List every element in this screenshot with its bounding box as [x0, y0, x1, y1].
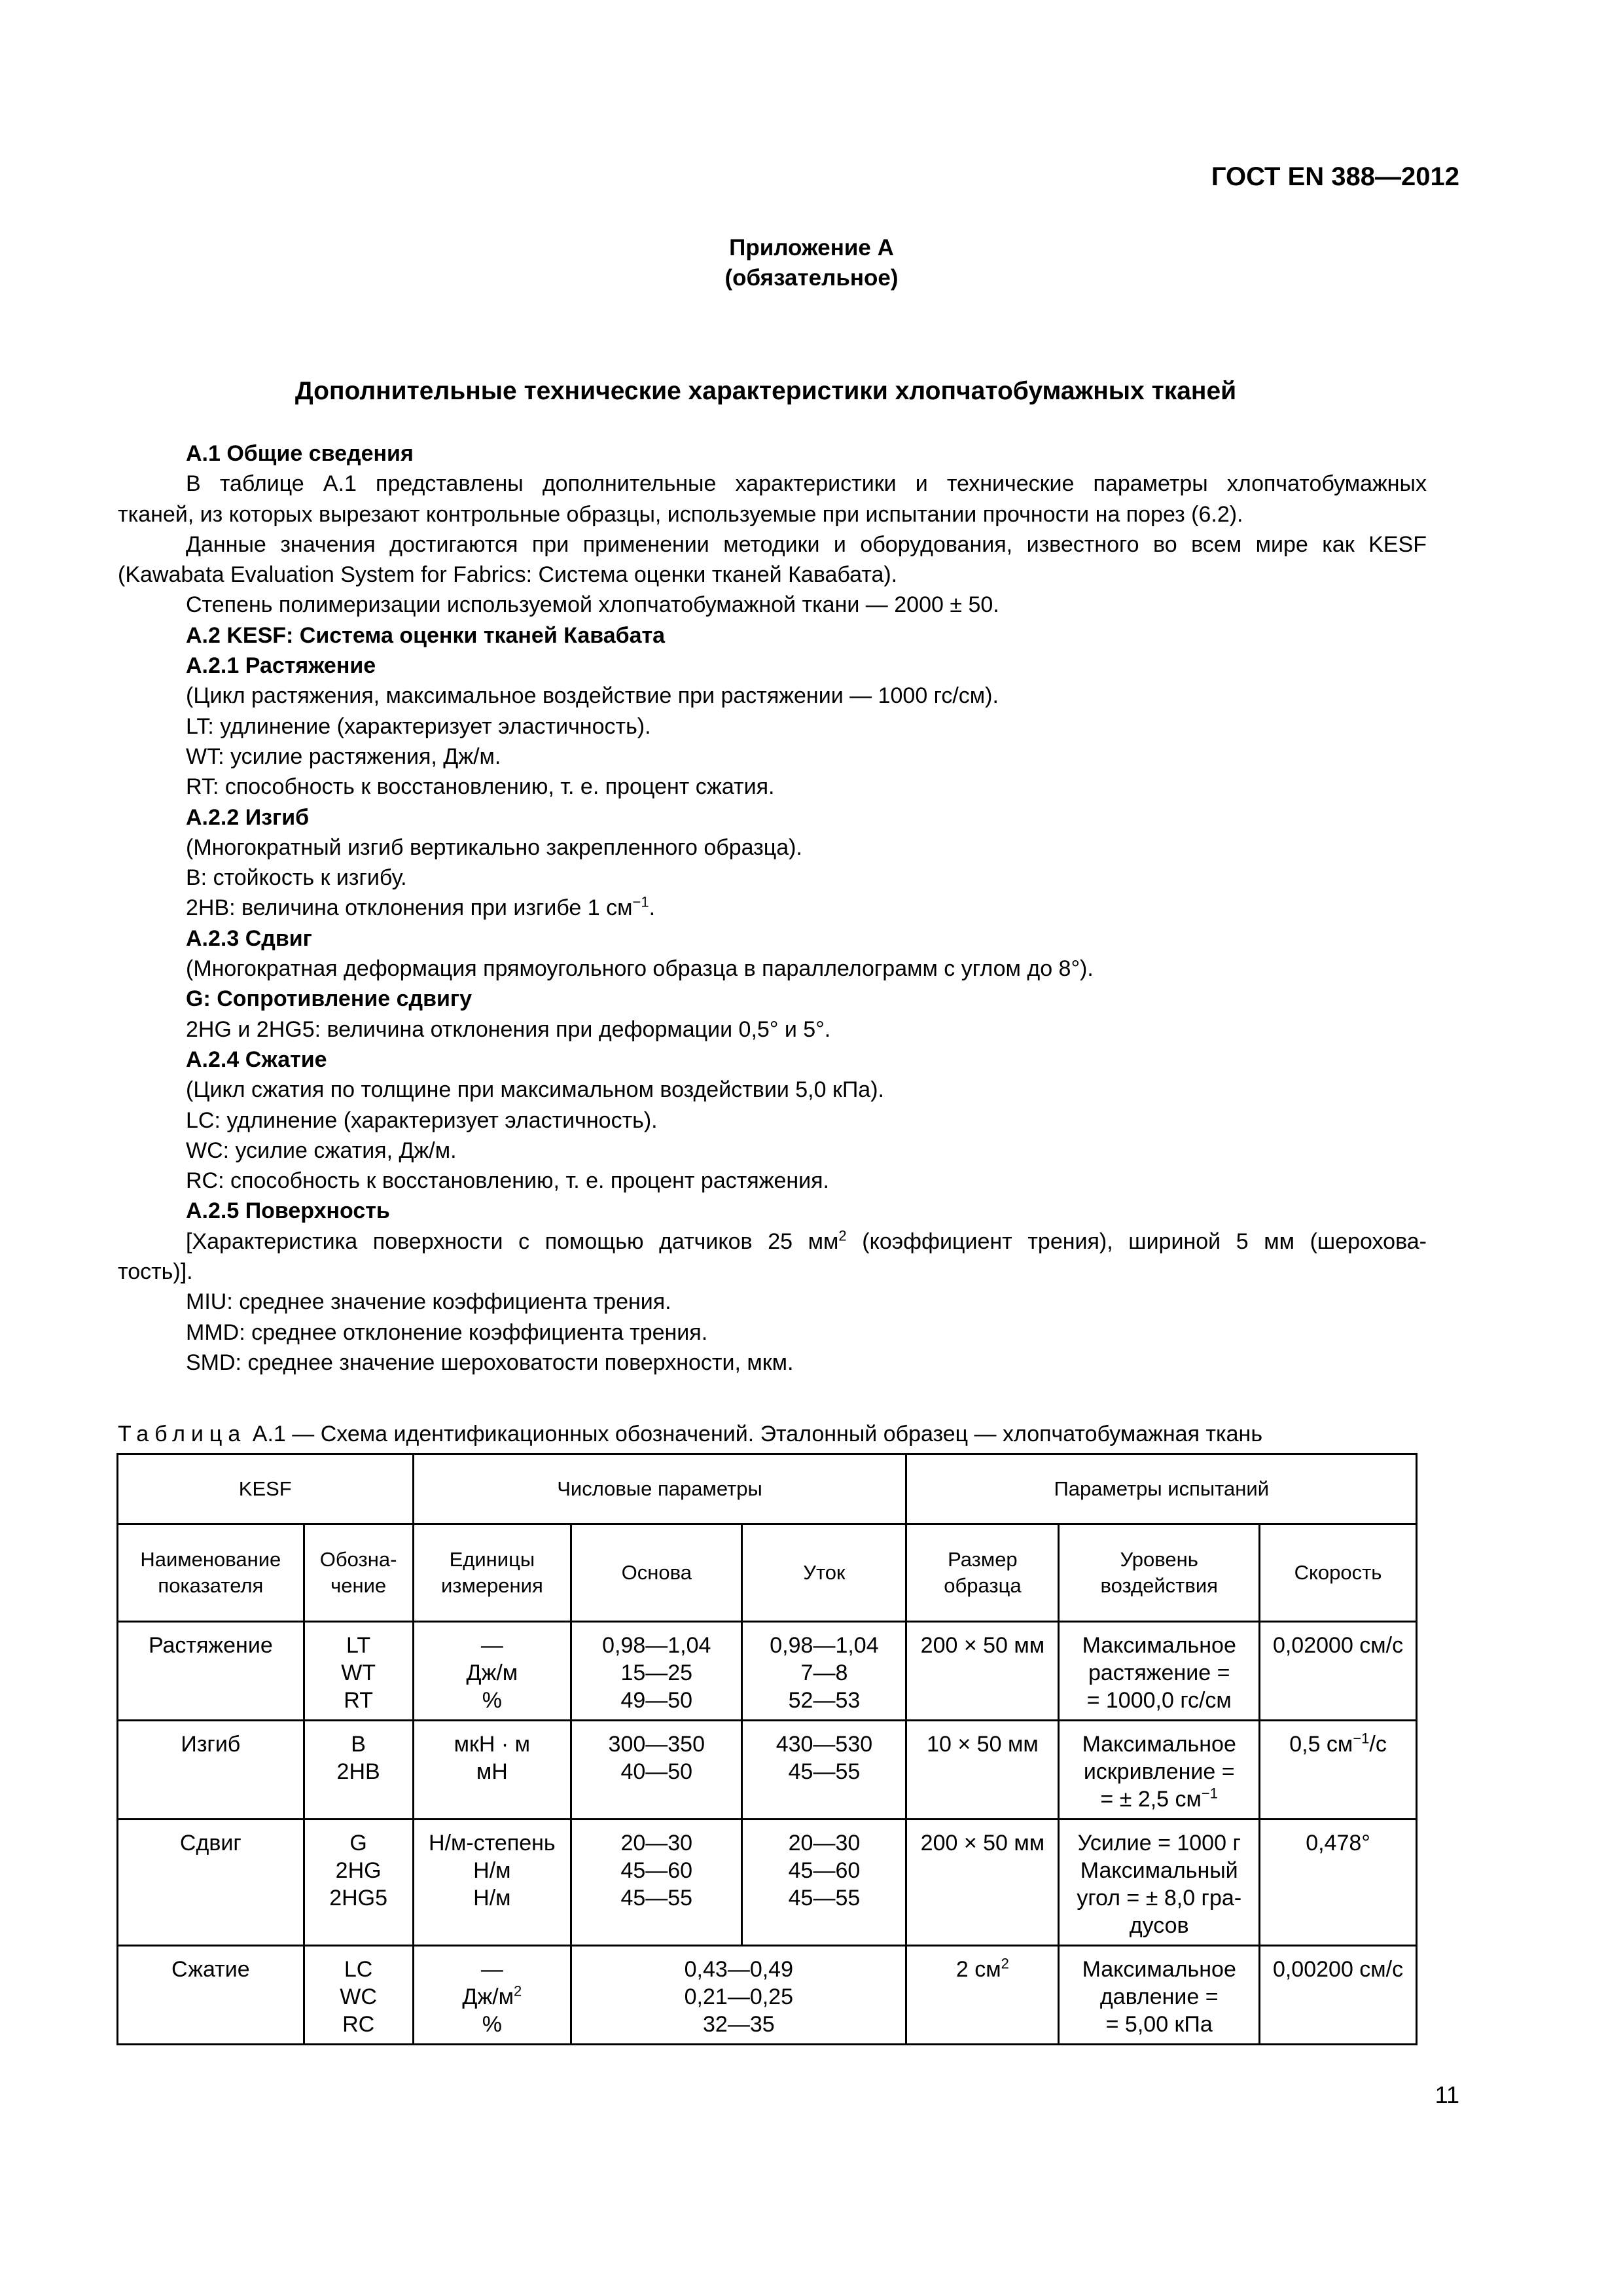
cell-line: 40—50: [620, 1759, 693, 1784]
paragraph-line: 2HG и 2HG5: величина отклонения при деформации 0,5° и 5°.: [186, 1016, 831, 1042]
text-fragment: .: [649, 895, 656, 921]
cell-line: B: [351, 1732, 366, 1757]
cell-line: RT: [344, 1688, 373, 1713]
cell-line: 2HG5: [329, 1886, 388, 1910]
column-header: Размер образца: [906, 1524, 1059, 1622]
paragraph-line: G: Сопротивление сдвигу: [186, 986, 472, 1012]
cell-line: 300—350: [608, 1732, 705, 1757]
warp-cell: [571, 1820, 742, 1946]
table-row: [118, 1721, 1417, 1820]
paragraph-line: MIU: среднее значение коэффициента трения.: [186, 1289, 671, 1315]
cell-line: Усилие = 1000 г: [1077, 1831, 1241, 1856]
table-row: [118, 1622, 1417, 1721]
cell-line: растяжение =: [1088, 1660, 1230, 1685]
cell-line: искривление =: [1083, 1759, 1235, 1784]
appendix-heading: [0, 233, 1623, 293]
superscript: 2: [1001, 1955, 1009, 1972]
paragraph-line: LC: удлинение (характеризует эластичность).: [186, 1107, 658, 1133]
cell-line: = 5,00 кПа: [1105, 2012, 1213, 2037]
cell-line: Максимальное: [1082, 1732, 1236, 1757]
cell-line: угол = ± 8,0 гра-: [1077, 1886, 1242, 1910]
code-cell: [304, 1721, 413, 1820]
group-header-kesf: KESF: [118, 1454, 414, 1524]
column-header: Уровень воздействия: [1059, 1524, 1260, 1622]
text-fragment: Дж/м: [462, 1984, 514, 2009]
text-fragment: = ± 2,5 см: [1100, 1787, 1202, 1812]
text-fragment: /с: [1369, 1732, 1387, 1757]
paragraph-line: (Многократная деформация прямоугольного образца в параллелограмм с углом до 8°).: [186, 956, 1094, 982]
size-cell: 10 × 50 мм: [906, 1721, 1059, 1820]
size-cell: 200 × 50 мм: [906, 1820, 1059, 1946]
paragraph-line: B: стойкость к изгибу.: [186, 865, 407, 891]
weft-cell: [742, 1622, 906, 1721]
cell-line: [1065, 1785, 1253, 1813]
level-cell: [1059, 1721, 1260, 1820]
cell-line: WT: [341, 1660, 376, 1685]
speed-cell: [1260, 1721, 1417, 1820]
table-caption-label: Таблица: [118, 1422, 247, 1446]
group-header-test: Параметры испытаний: [906, 1454, 1417, 1524]
document-title: Дополнительные технические характеристики хлопчатобумажных тканей: [294, 377, 1237, 405]
paragraph-line: (Kawabata Evaluation System for Fabrics: Система оценки тканей Кавабата).: [118, 562, 898, 588]
cell-line: 45—60: [620, 1858, 693, 1883]
cell-line: 2HB: [336, 1759, 380, 1784]
paragraph-line: В таблице А.1 представлены дополнительные характеристики и технические параметры хлопчатобумажных: [186, 471, 1427, 497]
cell-line: Максимальное: [1082, 1957, 1236, 1982]
paragraph-line: (Цикл сжатия по толщине при максимальном воздействии 5,0 кПа).: [186, 1077, 884, 1103]
cell-line: 0,98—1,04: [770, 1633, 879, 1658]
body-text: [118, 439, 1427, 1378]
cell-line: = 1000,0 гс/см: [1086, 1688, 1232, 1713]
text-fragment: 2HB: величина отклонения при изгибе 1 см: [186, 895, 633, 921]
cell-line: Н/м: [473, 1858, 511, 1883]
cell-line: Максимальный: [1080, 1858, 1238, 1883]
section-heading-a25: А.2.5 Поверхность: [186, 1198, 390, 1224]
cell-line: LT: [346, 1633, 371, 1658]
cell-line: 32—35: [703, 2012, 775, 2037]
text-fragment: (коэффициент трения), шириной 5 мм (шерохова-: [846, 1229, 1427, 1254]
table-caption-text: А.1 — Схема идентификационных обозначений. Эталонный образец — хлопчатобумажная ткань: [252, 1422, 1263, 1446]
cell-line: %: [482, 2012, 502, 2037]
cell-line: 0,21—0,25: [684, 1984, 793, 2009]
superscript: −1: [632, 894, 649, 911]
appendix-title: Приложение А: [729, 235, 894, 260]
cell-line: —: [480, 1633, 503, 1658]
paragraph-line: (Многократный изгиб вертикально закрепленного образца).: [186, 834, 802, 860]
level-cell: [1059, 1820, 1260, 1946]
code-cell: [304, 1946, 413, 2045]
group-header-numeric: Числовые параметры: [413, 1454, 906, 1524]
cell-line: Н/м: [473, 1886, 511, 1910]
row-name: Сдвиг: [118, 1820, 304, 1946]
text-fragment: [Характеристика поверхности с помощью датчиков 25 мм: [186, 1229, 839, 1254]
column-header: Скорость: [1260, 1524, 1417, 1622]
row-name: Растяжение: [118, 1622, 304, 1721]
units-cell: [413, 1622, 571, 1721]
cell-line: 0,98—1,04: [602, 1633, 711, 1658]
cell-line: G: [349, 1831, 367, 1856]
section-heading-a1: А.1 Общие сведения: [186, 441, 414, 466]
section-heading-a21: А.2.1 Растяжение: [186, 653, 376, 679]
cell-line: 45—60: [788, 1858, 861, 1883]
cell-line: 49—50: [620, 1688, 693, 1713]
units-cell: [413, 1721, 571, 1820]
paragraph-line: Степень полимеризации используемой хлопчатобумажной ткани — 2000 ± 50.: [186, 592, 999, 618]
section-heading-a23: А.2.3 Сдвиг: [186, 925, 312, 951]
size-cell: 200 × 50 мм: [906, 1622, 1059, 1721]
weft-cell: [742, 1820, 906, 1946]
column-header: Обозна-чение: [304, 1524, 413, 1622]
paragraph-line: Данные значения достигаются при применении методики и оборудования, известного во всем мире как KESF: [186, 531, 1427, 557]
paragraph-line: WT: усилие растяжения, Дж/м.: [186, 744, 501, 769]
cell-line: 0,43—0,49: [684, 1957, 793, 1982]
weft-cell: [742, 1721, 906, 1820]
cell-line: LC: [344, 1957, 373, 1982]
cell-line: 430—530: [776, 1732, 873, 1757]
paragraph-line: SMD: среднее значение шероховатости поверхности, мкм.: [186, 1350, 794, 1375]
superscript: −1: [1201, 1785, 1218, 1802]
table-row: [118, 1820, 1417, 1946]
paragraph-line: LT: удлинение (характеризует эластичность).: [186, 713, 651, 739]
page-number: 11: [1435, 2081, 1459, 2108]
units-cell: [413, 1946, 571, 2045]
section-heading-a2: А.2 KESF: Система оценки тканей Кавабата: [186, 622, 666, 648]
appendix-status: (обязательное): [724, 265, 899, 291]
cell-line: 45—55: [788, 1886, 861, 1910]
speed-cell: 0,00200 см/с: [1260, 1946, 1417, 2045]
level-cell: [1059, 1622, 1260, 1721]
cell-line: 45—55: [788, 1759, 861, 1784]
standard-code: ГОСТ EN 388—2012: [1211, 162, 1459, 191]
paragraph-line: тканей, из которых вырезают контрольные образцы, используемые при испытании прочности на порез (6.2).: [118, 501, 1243, 527]
paragraph-line: RC: способность к восстановлению, т. е. процент растяжения.: [186, 1168, 829, 1194]
warp-cell: [571, 1721, 742, 1820]
paragraph-line: [118, 893, 1427, 923]
paragraph-line: MMD: среднее отклонение коэффициента трения.: [186, 1319, 708, 1345]
superscript: 2: [838, 1227, 847, 1244]
cell-line: [419, 1983, 565, 2011]
paragraph-line: WC: усилие сжатия, Дж/м.: [186, 1138, 457, 1163]
section-heading-a22: А.2.2 Изгиб: [186, 804, 310, 830]
table-caption: [118, 1422, 1262, 1447]
warp-cell: [571, 1622, 742, 1721]
paragraph-line: тость)].: [118, 1259, 193, 1285]
cell-line: 15—25: [620, 1660, 693, 1685]
cell-line: Дж/м: [466, 1660, 518, 1685]
cell-line: мН: [476, 1759, 508, 1784]
column-header: Основа: [571, 1524, 742, 1622]
cell-line: 2HG: [335, 1858, 382, 1883]
cell-line: 20—30: [620, 1831, 693, 1856]
cell-line: RC: [342, 2012, 375, 2037]
code-cell: [304, 1820, 413, 1946]
paragraph-line: [118, 1227, 1427, 1257]
cell-line: дусов: [1129, 1913, 1189, 1938]
identification-table: [116, 1453, 1418, 2045]
cell-line: WC: [340, 1984, 377, 2009]
text-fragment: 0,5 см: [1289, 1732, 1353, 1757]
cell-line: Максимальное: [1082, 1633, 1236, 1658]
cell-line: давление =: [1099, 1984, 1219, 2009]
paragraph-line: (Цикл растяжения, максимальное воздействие при растяжении — 1000 гс/см).: [186, 683, 999, 709]
superscript: −1: [1353, 1730, 1370, 1747]
column-header: Единицы измерения: [413, 1524, 571, 1622]
code-cell: [304, 1622, 413, 1721]
speed-cell: 0,02000 см/с: [1260, 1622, 1417, 1721]
cell-line: мкН · м: [454, 1732, 531, 1757]
cell-line: 20—30: [788, 1831, 861, 1856]
level-cell: [1059, 1946, 1260, 2045]
cell-line: 45—55: [620, 1886, 693, 1910]
row-name: Изгиб: [118, 1721, 304, 1820]
section-heading-a24: А.2.4 Сжатие: [186, 1047, 327, 1072]
text-fragment: 2 см: [955, 1957, 1001, 1982]
merged-values-cell: [571, 1946, 906, 2045]
units-cell: [413, 1820, 571, 1946]
superscript: 2: [514, 1982, 522, 2000]
table-row: [118, 1946, 1417, 2045]
paragraph-line: RT: способность к восстановлению, т. е. процент сжатия.: [186, 774, 775, 800]
cell-line: 52—53: [788, 1688, 861, 1713]
row-name: Сжатие: [118, 1946, 304, 2045]
column-header: Уток: [742, 1524, 906, 1622]
column-header: Наименование показателя: [118, 1524, 304, 1622]
cell-line: Н/м-степень: [429, 1831, 556, 1856]
cell-line: %: [482, 1688, 502, 1713]
cell-line: 7—8: [800, 1660, 848, 1685]
size-cell: [906, 1946, 1059, 2045]
speed-cell: 0,478°: [1260, 1820, 1417, 1946]
cell-line: —: [480, 1957, 503, 1982]
